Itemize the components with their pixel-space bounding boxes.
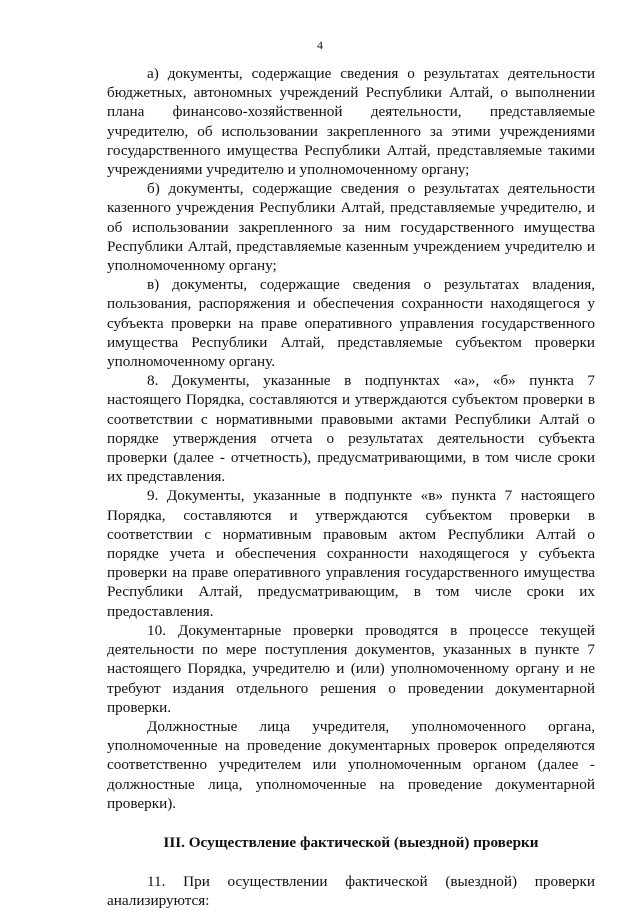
paragraph-10: 10. Документарные проверки проводятся в процессе текущей деятельности по мере поступления документов, указанных в пункте 7 настоящего Порядка, учредителю и (или) уполномоченному органу и не требуют издания отдельного решения о проведении документарной проверки. — [107, 621, 595, 716]
paragraph-8: 8. Документы, указанные в подпунктах «а», «б» пункта 7 настоящего Порядка, составляются и утверждаются субъектом проверки в соответствии с нормативными правовыми актами Республики Алтай о порядке утверждения отчета о результатах деятельности субъекта проверки (далее - отчетность), предусматривающими, в том числе сроки их представления. — [107, 372, 595, 486]
paragraph-9: 9. Документы, указанные в подпункте «в» пункта 7 настоящего Порядка, составляются и утверждаются субъектом проверки в соответствии с нормативным правовым актом Республики Алтай о порядке учета и обеспечения сохранности находящегося у субъекта проверки на праве оперативного управления государственного имущества Республики Алтай, предусматривающим, в том числе сроки их предоставления. — [107, 487, 595, 620]
document-body — [107, 64, 595, 911]
page-number: 4 — [317, 38, 323, 52]
paragraph-officials: Должностные лица учредителя, уполномоченного органа, уполномоченные на проведение документарных проверок определяются соответственно учредителем или уполномоченным органом (далее - должностные лица, уполномоченные на проведение документарной проверки). — [107, 717, 595, 812]
paragraph-a: а) документы, содержащие сведения о результатах деятельности бюджетных, автономных учреждений Республики Алтай, о выполнении плана финансово-хозяйственной деятельности, представляемые учредителю, об использовании закрепленного за этими учреждениями государственного имущества Республики Алтай, представляемые такими учреждениями учредителю и уполномоченному органу; — [107, 65, 595, 179]
paragraph-v: в) документы, содержащие сведения о результатах владения, пользования, распоряжения и обеспечения сохранности находящегося у субъекта проверки на праве оперативного управления государственного имущества Республики Алтай, представляемые субъектом проверки уполномоченному органу. — [107, 276, 595, 371]
paragraph-b: б) документы, содержащие сведения о результатах деятельности казенного учреждения Республики Алтай, представляемые учредителю, и об использовании закрепленного за ним государственного имущества Республики Алтай, представляемые казенным учреждением учредителю и уполномоченному органу; — [107, 180, 595, 275]
paragraph-11: 11. При осуществлении фактической (выездной) проверки анализируются: — [107, 873, 595, 910]
section-heading: III. Осуществление фактической (выездной) проверки — [163, 833, 539, 851]
